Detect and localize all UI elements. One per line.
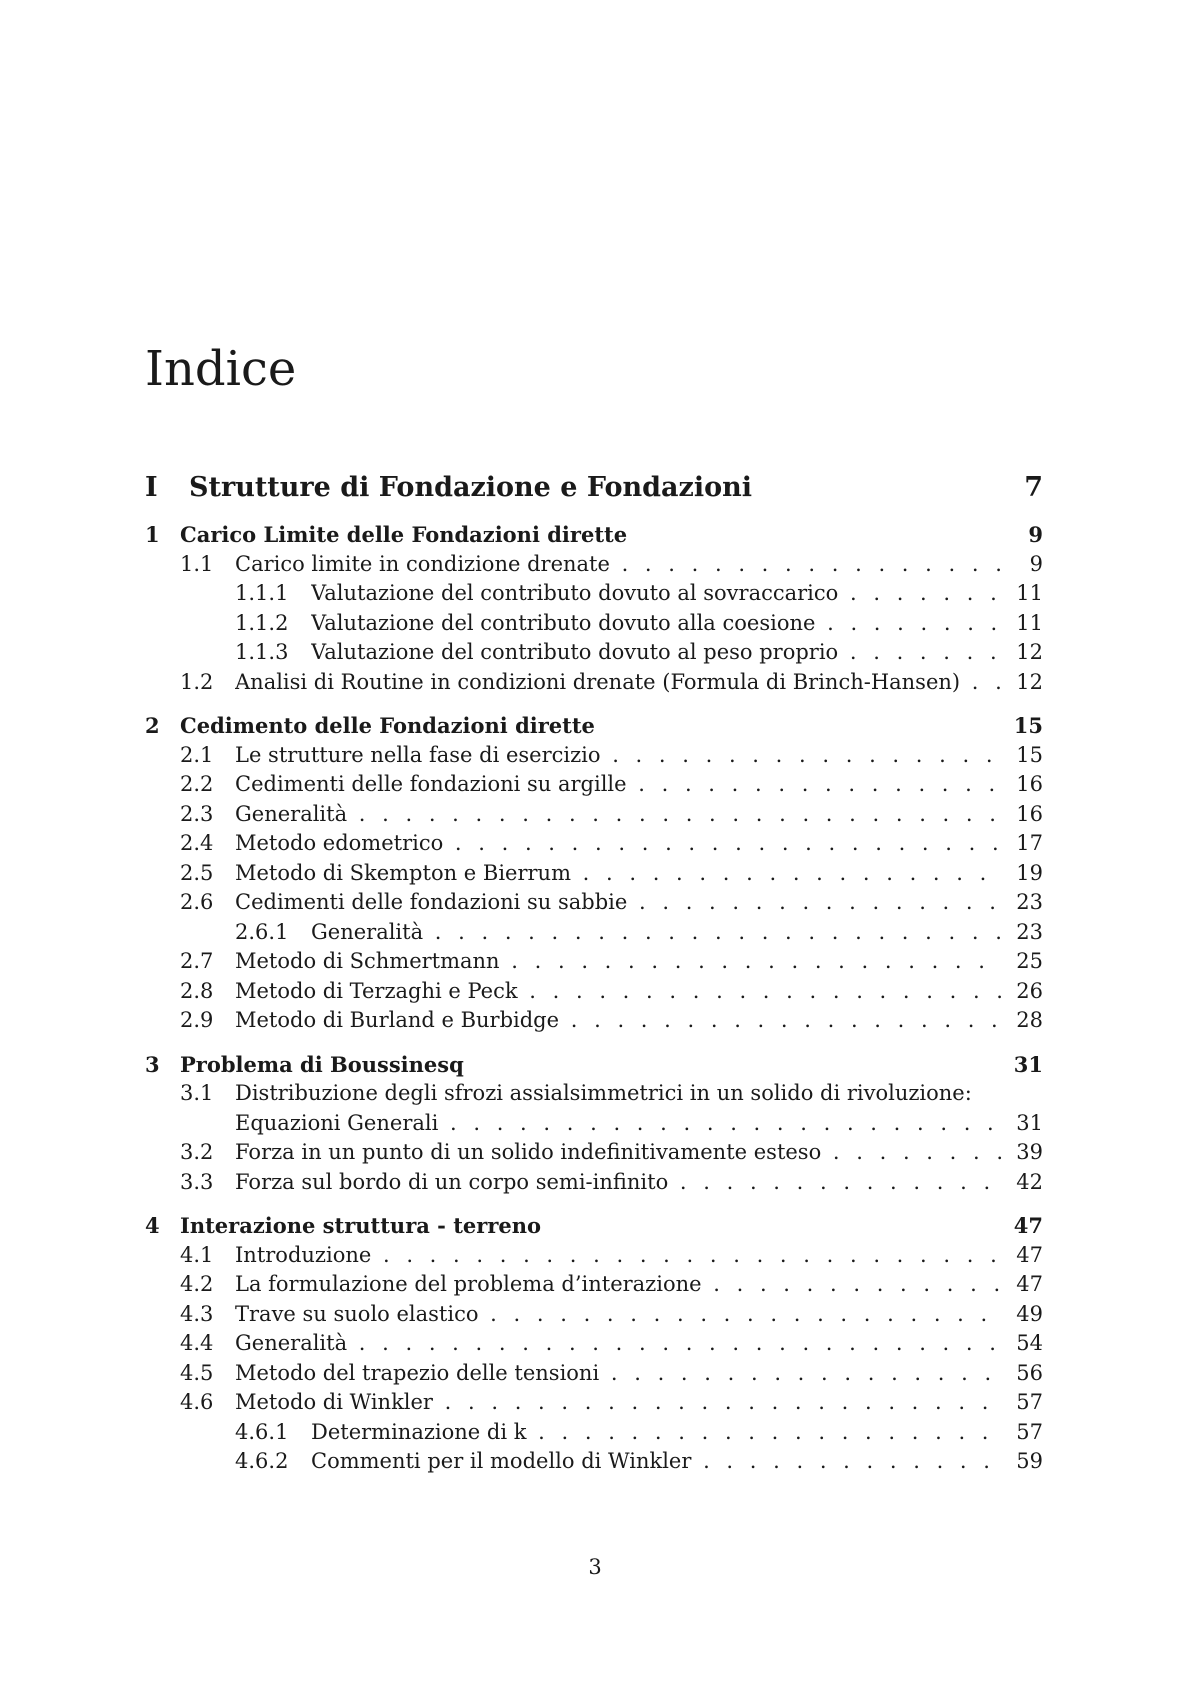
toc-section[interactable] <box>145 829 1043 859</box>
entry-number: 2.2 <box>180 772 214 796</box>
entry-title: Forza in un punto di un solido indefinitivamente esteso . . . <box>235 1138 1003 1168</box>
toc-section[interactable] <box>145 977 1043 1007</box>
part-number: I <box>145 472 158 503</box>
chapter-title: Cedimento delle Fondazioni dirette <box>180 713 595 738</box>
entry-number: 2.7 <box>180 949 214 973</box>
entry-page: 15 <box>1016 742 1043 767</box>
entry-number: 1.1.2 <box>235 610 289 635</box>
entry-page: 23 <box>1016 919 1043 944</box>
entry-title: Trave su suolo elastico . . . <box>235 1300 1003 1330</box>
toc-section[interactable] <box>145 800 1043 830</box>
entry-title: Introduzione . . . <box>235 1241 1003 1271</box>
entry-page: 54 <box>1016 1331 1043 1355</box>
page-title: Indice <box>145 341 297 397</box>
toc-section[interactable] <box>145 1006 1043 1036</box>
entry-page: 28 <box>1016 1008 1043 1032</box>
entry-title: Le strutture nella fase di esercizio . . . <box>235 741 1003 771</box>
entry-page: 11 <box>1016 610 1043 635</box>
toc-section[interactable] <box>145 947 1043 977</box>
entry-title: Metodo di Schmertmann . . . <box>235 947 1003 977</box>
entry-number: 1.1.1 <box>235 581 289 605</box>
entry-page: 56 <box>1016 1360 1043 1385</box>
entry-title: Valutazione del contributo dovuto al sovraccarico . . . <box>311 579 1003 609</box>
entry-title: Generalità . . . <box>311 918 1003 948</box>
entry-title: Analisi di Routine in condizioni drenate (Formula di Brinch-Hansen) . . . <box>235 668 1003 698</box>
toc-section[interactable] <box>145 550 1043 580</box>
entry-page: 16 <box>1016 772 1043 796</box>
toc-section[interactable] <box>145 1329 1043 1359</box>
entry-page: 9 <box>1029 551 1043 576</box>
toc-section[interactable] <box>145 770 1043 800</box>
toc-section[interactable] <box>145 1168 1043 1198</box>
entry-page: 12 <box>1016 640 1043 664</box>
entry-page: 19 <box>1016 860 1043 885</box>
entry-page: 39 <box>1016 1140 1043 1164</box>
entry-page: 49 <box>1016 1301 1043 1326</box>
entry-page: 47 <box>1016 1242 1043 1267</box>
chapter-number: 3 <box>145 1051 160 1077</box>
entry-number: 2.5 <box>180 860 214 885</box>
toc-chapter[interactable] <box>145 1211 1043 1241</box>
entry-title: Determinazione di k . . . <box>311 1418 1003 1448</box>
chapter-number: 2 <box>145 713 160 738</box>
entry-title: Distribuzione degli sfrozi assialsimmetrici in un solido di rivoluzione: <box>235 1081 972 1105</box>
entry-number: 4.4 <box>180 1331 214 1355</box>
toc-section[interactable] <box>145 1079 1043 1109</box>
toc-section[interactable] <box>145 1109 1043 1139</box>
toc-section[interactable] <box>145 1388 1043 1418</box>
toc-subsection[interactable] <box>145 638 1043 668</box>
chapter-number: 4 <box>145 1213 160 1238</box>
entry-page: 31 <box>1016 1110 1043 1135</box>
entry-number: 2.9 <box>180 1008 214 1032</box>
chapter-number: 1 <box>145 522 160 547</box>
entry-title: Valutazione del contributo dovuto alla coesione . . . <box>311 609 1003 639</box>
part-page: 7 <box>1024 472 1043 503</box>
entry-page: 11 <box>1016 581 1043 605</box>
toc-chapter[interactable] <box>145 1050 1043 1080</box>
entry-title: Metodo di Winkler . . . <box>235 1388 1003 1418</box>
entry-page: 16 <box>1016 801 1043 826</box>
toc-subsection[interactable] <box>145 579 1043 609</box>
chapter-title: Problema di Boussinesq <box>180 1051 464 1077</box>
entry-number: 4.3 <box>180 1301 214 1326</box>
chapter-page: 47 <box>1013 1213 1043 1238</box>
entry-page: 59 <box>1016 1449 1043 1473</box>
toc-subsection[interactable] <box>145 918 1043 948</box>
entry-number: 4.2 <box>180 1272 214 1296</box>
entry-number: 4.6.1 <box>235 1419 289 1444</box>
entry-number: 1.2 <box>180 669 214 694</box>
chapter-page: 15 <box>1013 713 1043 738</box>
entry-number: 3.1 <box>180 1081 214 1105</box>
entry-number: 4.6.2 <box>235 1449 289 1473</box>
toc-part[interactable] <box>145 470 1043 506</box>
entry-title: Metodo di Skempton e Bierrum . . . <box>235 859 1003 889</box>
entry-page: 23 <box>1016 890 1043 914</box>
toc-subsection[interactable] <box>145 1418 1043 1448</box>
entry-number: 1.1 <box>180 551 214 576</box>
entry-title: La formulazione del problema d’interazione . . . <box>235 1270 1003 1300</box>
entry-title: Forza sul bordo di un corpo semi-infinito . . . <box>235 1168 1003 1198</box>
entry-number: 2.1 <box>180 742 214 767</box>
entry-title: Metodo di Terzaghi e Peck . . . <box>235 977 1003 1007</box>
entry-title: Carico limite in condizione drenate . . . <box>235 550 1003 580</box>
entry-number: 3.3 <box>180 1169 214 1194</box>
toc-section[interactable] <box>145 1138 1043 1168</box>
toc-section[interactable] <box>145 1359 1043 1389</box>
entry-number: 2.6.1 <box>235 919 289 944</box>
page-number: 3 <box>588 1555 602 1579</box>
entry-page: 42 <box>1016 1169 1043 1194</box>
table-of-contents <box>145 470 1043 1477</box>
toc-section[interactable] <box>145 888 1043 918</box>
chapter-page: 31 <box>1013 1051 1043 1077</box>
entry-number: 2.3 <box>180 801 214 826</box>
entry-title: Metodo di Burland e Burbidge . . . <box>235 1006 1003 1036</box>
entry-page: 57 <box>1016 1419 1043 1444</box>
entry-title: Metodo del trapezio delle tensioni . . . <box>235 1359 1003 1389</box>
entry-page: 47 <box>1016 1272 1043 1296</box>
entry-page: 12 <box>1016 669 1043 694</box>
entry-title: Commenti per il modello di Winkler . . . <box>311 1447 1003 1477</box>
toc-chapter[interactable] <box>145 520 1043 550</box>
part-title: Strutture di Fondazione e Fondazioni <box>189 472 753 503</box>
entry-number: 2.8 <box>180 978 214 1003</box>
entry-number: 4.6 <box>180 1390 214 1414</box>
entry-title: Generalità . . . <box>235 1329 1003 1359</box>
entry-page: 25 <box>1016 949 1043 973</box>
toc-section[interactable] <box>145 1270 1043 1300</box>
entry-page: 17 <box>1016 831 1043 855</box>
toc-subsection[interactable] <box>145 609 1043 639</box>
entry-title: Equazioni Generali . . . <box>235 1109 1003 1139</box>
chapter-title: Carico Limite delle Fondazioni dirette <box>180 522 628 547</box>
toc-section[interactable] <box>145 859 1043 889</box>
toc-section[interactable] <box>145 741 1043 771</box>
toc-chapter[interactable] <box>145 711 1043 741</box>
entry-title: Generalità . . . <box>235 800 1003 830</box>
entry-number: 2.6 <box>180 890 214 914</box>
chapter-title: Interazione struttura - terreno <box>180 1213 542 1238</box>
entry-number: 2.4 <box>180 831 214 855</box>
entry-title: Cedimenti delle fondazioni su argille . . . <box>235 770 1003 800</box>
toc-section[interactable] <box>145 1241 1043 1271</box>
entry-number: 4.1 <box>180 1242 214 1267</box>
toc-subsection[interactable] <box>145 1447 1043 1477</box>
entry-title: Cedimenti delle fondazioni su sabbie . . . <box>235 888 1003 918</box>
entry-page: 57 <box>1016 1390 1043 1414</box>
entry-title: Metodo edometrico . . . <box>235 829 1003 859</box>
entry-number: 4.5 <box>180 1360 214 1385</box>
entry-number: 3.2 <box>180 1140 214 1164</box>
entry-title: Valutazione del contributo dovuto al peso proprio . . . <box>311 638 1003 668</box>
entry-page: 26 <box>1016 978 1043 1003</box>
entry-number: 1.1.3 <box>235 640 289 664</box>
chapter-page: 9 <box>1028 522 1043 547</box>
toc-section[interactable] <box>145 1300 1043 1330</box>
toc-section[interactable] <box>145 668 1043 698</box>
